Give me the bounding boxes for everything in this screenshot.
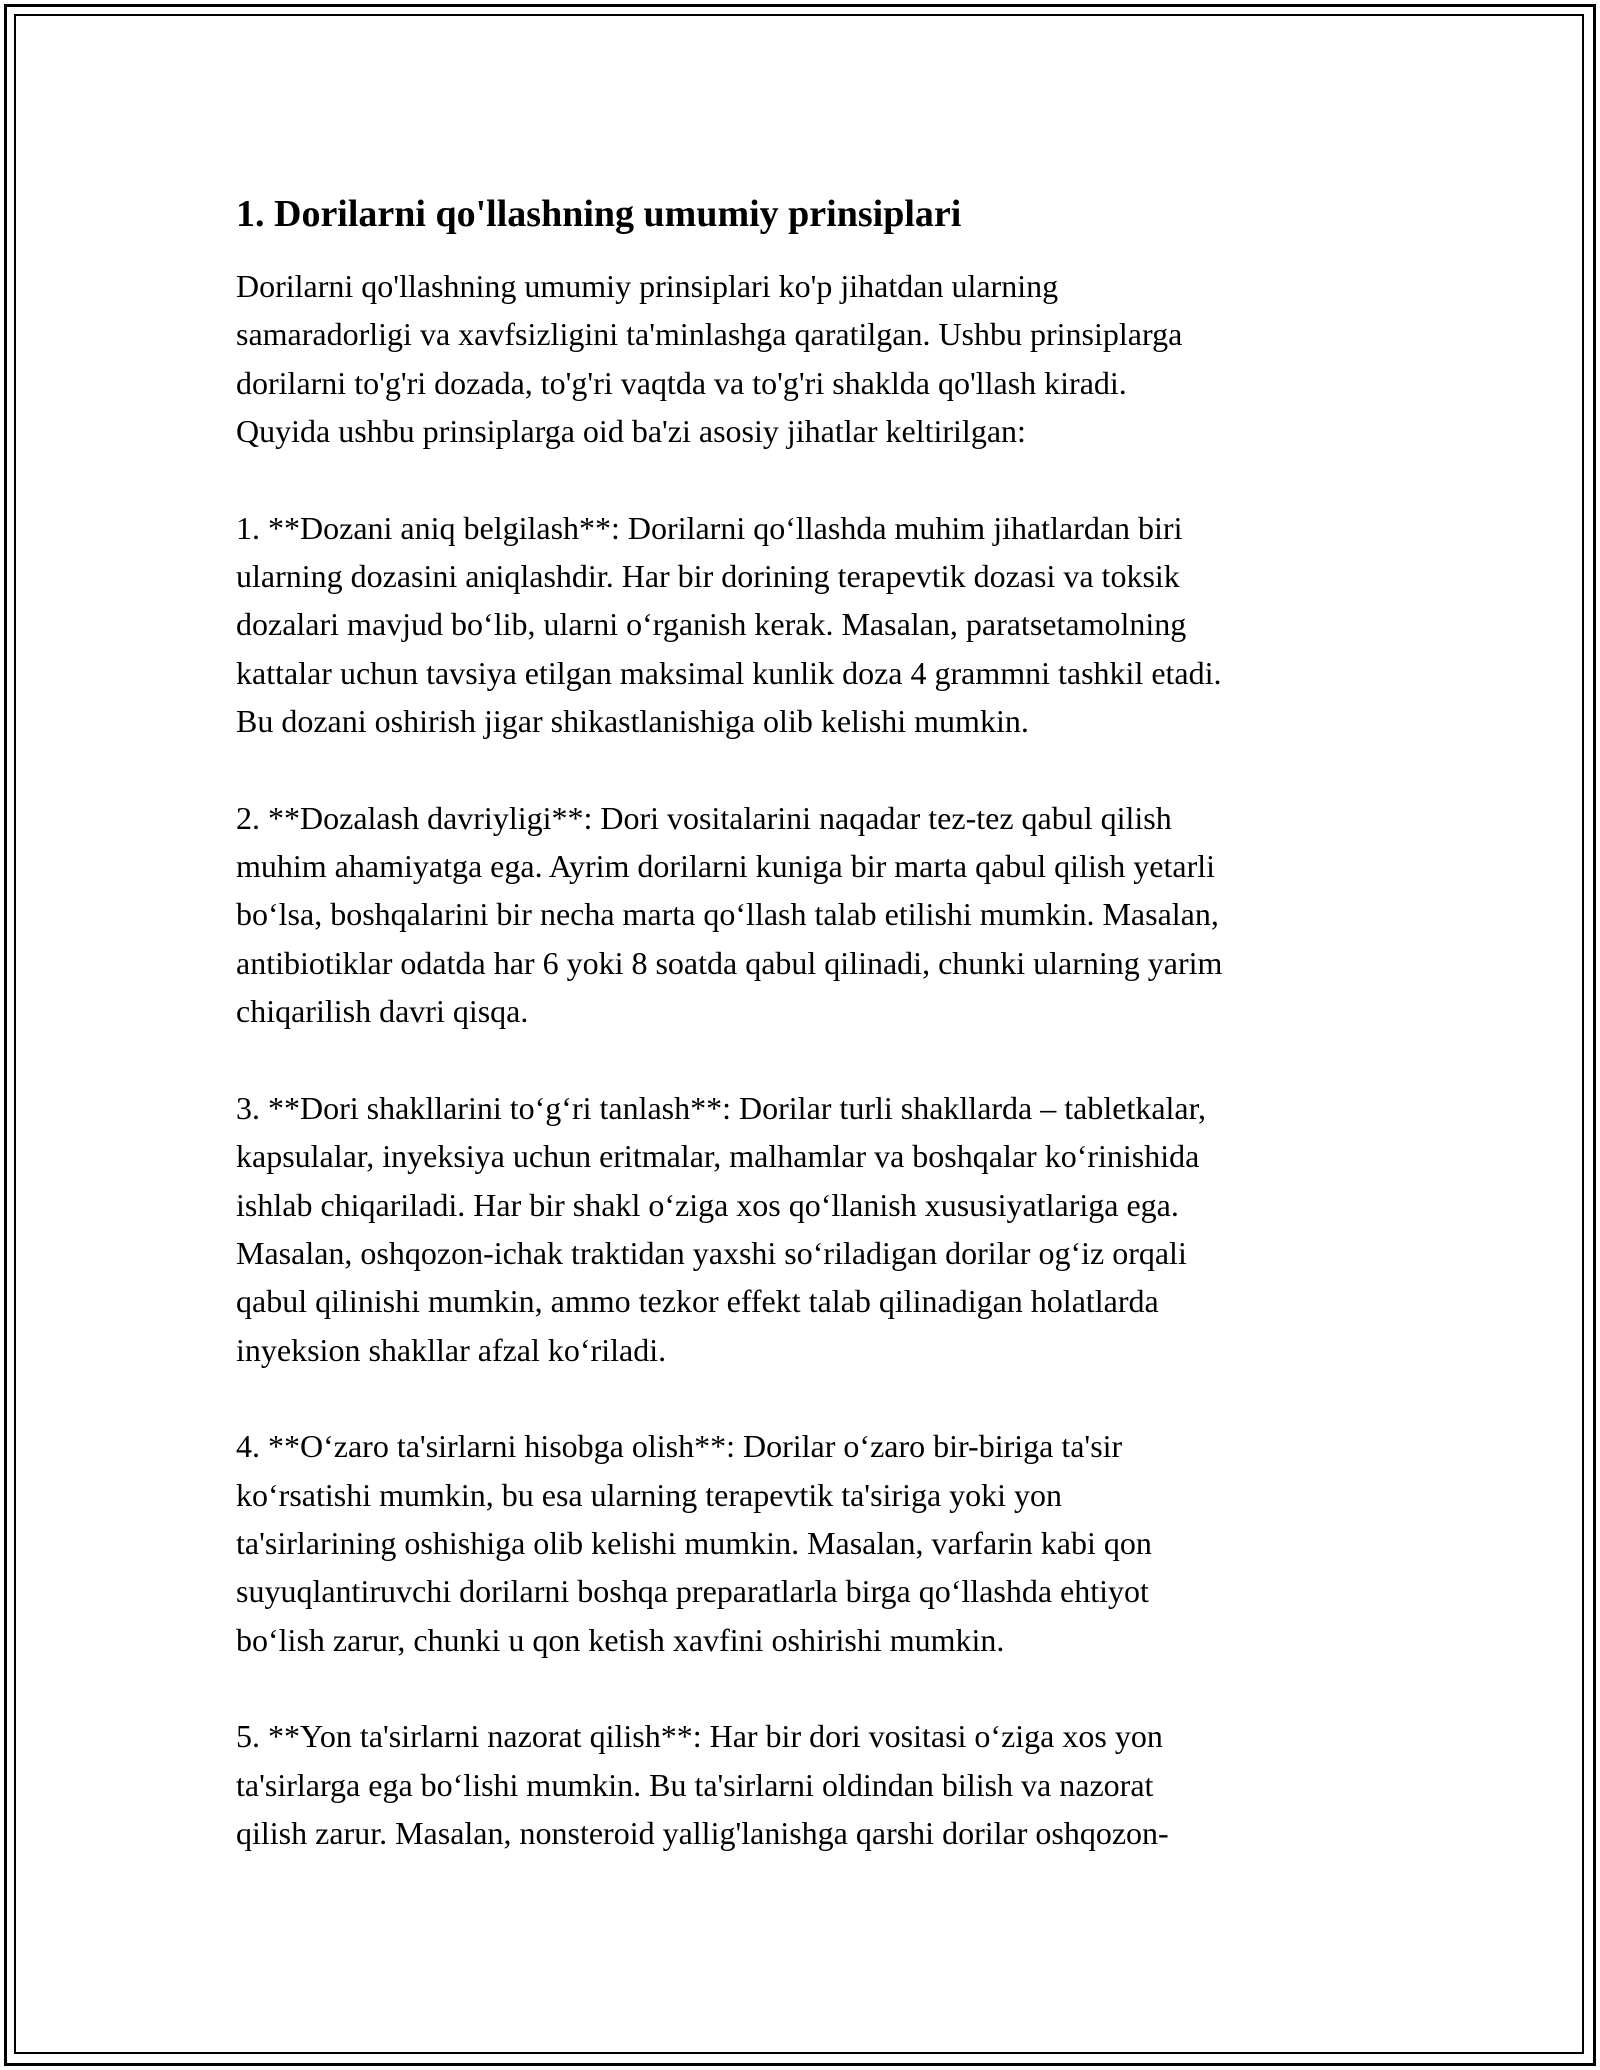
text-line: 2. **Dozalash davriyligi**: Dori vositalarini naqadar tez-tez qabul qilish — [236, 799, 1172, 836]
text-line: Dorilarni qo'llashning umumiy prinsiplari ko'p jihatdan ularning — [236, 268, 1059, 304]
text-line: bo‘lish zarur, chunki u qon ketish xavfini oshirishi mumkin. — [236, 1621, 1005, 1658]
principle-2-paragraph — [236, 794, 1376, 1036]
text-line: antibiotiklar odatda har 6 yoki 8 soatda qabul qilinadi, chunki ularning yarim — [236, 944, 1223, 981]
principle-4-paragraph — [236, 1422, 1376, 1664]
text-line: samaradorligi va xavfsizligini ta'minlashga qaratilgan. Ushbu prinsiplarga — [236, 316, 1183, 353]
text-line: dorilarni to'g'ri dozada, to'g'ri vaqtda va to'g'ri shaklda qo'llash kiradi. — [236, 364, 1127, 401]
text-line: ularning dozasini aniqlashdir. Har bir dorining terapevtik dozasi va toksik — [236, 558, 1180, 595]
text-line: ta'sirlarga ega bo‘lishi mumkin. Bu ta'sirlarni oldindan bilish va nazorat — [236, 1766, 1154, 1803]
text-line: 4. **O‘zaro ta'sirlarni hisobga olish**: Dorilar o‘zaro bir-biriga ta'sir — [236, 1428, 1123, 1465]
text-line: Quyida ushbu prinsiplarga oid ba'zi asosiy jihatlar keltirilgan: — [236, 413, 1026, 450]
text-line: ko‘rsatishi mumkin, bu esa ularning terapevtik ta'siriga yoki yon — [236, 1476, 1063, 1513]
text-line: qilish zarur. Masalan, nonsteroid yallig'lanishga qarshi dorilar oshqozon- — [236, 1814, 1169, 1851]
text-line: ta'sirlarining oshishiga olib kelishi mumkin. Masalan, varfarin kabi qon — [236, 1524, 1152, 1561]
intro-paragraph — [236, 262, 1376, 456]
text-line: 1. **Dozani aniq belgilash**: Dorilarni qo‘llashda muhim jihatlardan biri — [236, 509, 1183, 546]
text-line: ishlab chiqariladi. Har bir shakl o‘ziga xos qo‘llanish xususiyatlariga ega. — [236, 1186, 1179, 1223]
text-line: Masalan, oshqozon-ichak traktidan yaxshi so‘riladigan dorilar og‘iz orqali — [236, 1234, 1187, 1271]
text-line: 3. **Dori shakllarini to‘g‘ri tanlash**: Dorilar turli shakllarda – tabletkalar, — [236, 1089, 1206, 1126]
text-line: chiqarilish davri qisqa. — [236, 993, 529, 1030]
text-line: bo‘lsa, boshqalarini bir necha marta qo‘llash talab etilishi mumkin. Masalan, — [236, 896, 1219, 933]
principle-3-paragraph — [236, 1084, 1376, 1374]
text-line: muhim ahamiyatga ega. Ayrim dorilarni kuniga bir marta qabul qilish yetarli — [236, 848, 1216, 885]
principle-1-paragraph — [236, 504, 1376, 746]
text-line: kattalar uchun tavsiya etilgan maksimal kunlik doza 4 grammni tashkil etadi. — [236, 654, 1222, 691]
text-line: 5. **Yon ta'sirlarni nazorat qilish**: Har bir dori vositasi o‘ziga xos yon — [236, 1718, 1163, 1755]
text-line: inyeksion shakllar afzal ko‘riladi. — [236, 1331, 667, 1368]
text-line: suyuqlantiruvchi dorilarni boshqa preparatlarla birga qo‘llashda ehtiyot — [236, 1573, 1149, 1610]
section-heading: 1. Dorilarni qo'llashning umumiy prinsiplari — [236, 193, 962, 235]
principle-5-paragraph — [236, 1712, 1376, 1857]
text-line: dozalari mavjud bo‘lib, ularni o‘rganish kerak. Masalan, paratsetamolning — [236, 606, 1187, 643]
text-line: qabul qilinishi mumkin, ammo tezkor effekt talab qilinadigan holatlarda — [236, 1283, 1159, 1320]
document-body — [236, 186, 1376, 1905]
text-line: Bu dozani oshirish jigar shikastlanishiga olib kelishi mumkin. — [236, 703, 1029, 740]
text-line: kapsulalar, inyeksiya uchun eritmalar, malhamlar va boshqalar ko‘rinishida — [236, 1138, 1200, 1175]
